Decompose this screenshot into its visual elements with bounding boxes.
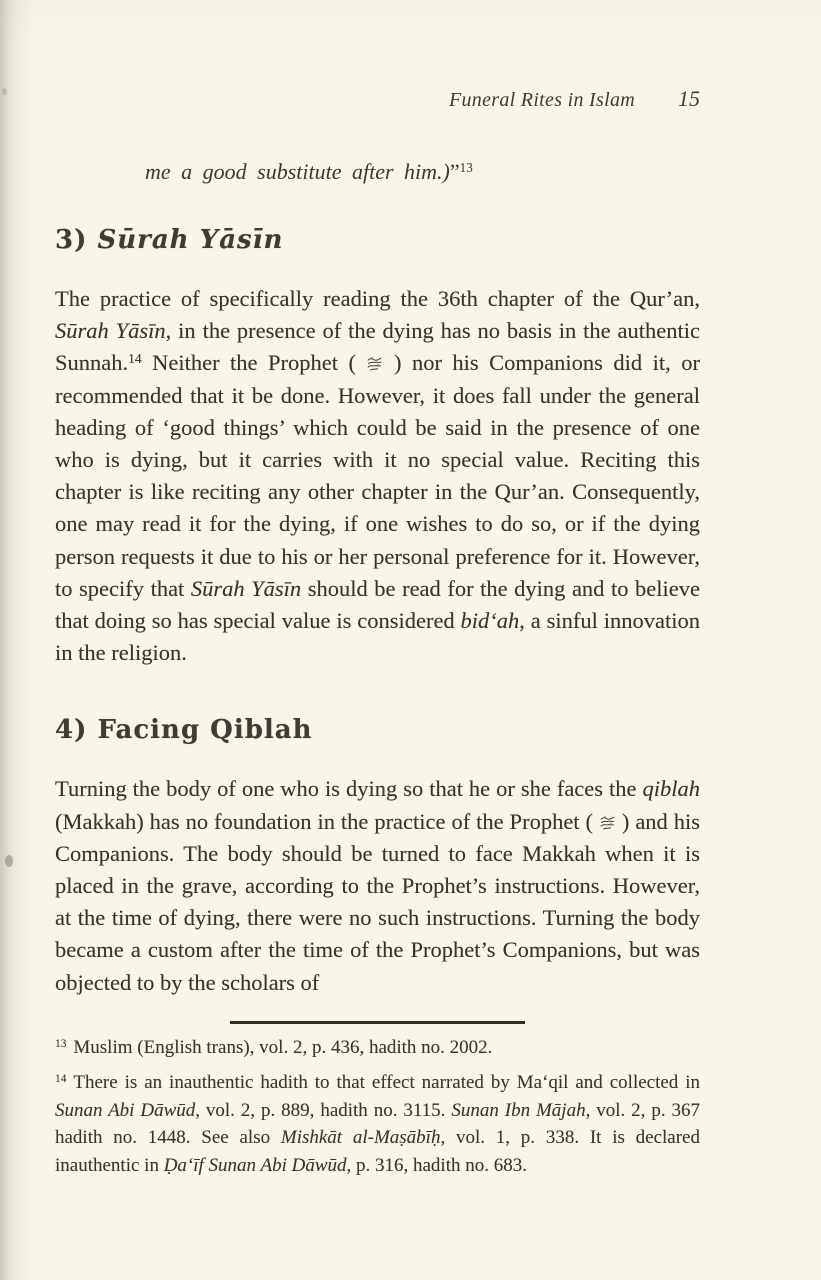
page-content bbox=[55, 0, 700, 1179]
footnote-text: Muslim (English trans), vol. 2, p. 436, hadith no. 2002. bbox=[73, 1036, 493, 1058]
binding-shadow bbox=[0, 0, 30, 1280]
footnote-separator bbox=[230, 1021, 525, 1024]
footnote-14 bbox=[55, 1069, 700, 1179]
running-header bbox=[55, 86, 700, 113]
footnote-marker: 14 bbox=[55, 1073, 67, 1086]
section-heading-surah-yasin: 3) Sūrah Yāsīn bbox=[55, 225, 284, 255]
page-number: 15 bbox=[678, 86, 700, 111]
prophet-saw-symbol-icon bbox=[366, 356, 383, 372]
scan-speck bbox=[5, 855, 13, 867]
paragraph-facing-qiblah: Turning the body of one who is dying so that he or she faces the qiblah (Makkah) has no foundation in the practice of the Prophet ( ) and his Companions. The body should be turned to face Makkah when it is placed in the grave, according to the Prophet’s instructions. However, at the time of dying, there were no such instructions. Turning the body became a custom after the time of the Prophet’s Companions, but was objected to by the scholars of bbox=[55, 776, 701, 995]
prophet-saw-symbol-icon bbox=[599, 815, 616, 831]
quote-fragment: me a good substitute after him.)”$^{13}$ bbox=[145, 159, 473, 184]
running-title: Funeral Rites in Islam bbox=[448, 89, 635, 111]
footnote-text: There is an inauthentic hadith to that effect narrated by Ma‘qil and collected in Sunan Abi Dāwūd, vol. 2, p. 889, hadith no. 3115. Sunan Ibn Mājah, vol. 2, p. 367 hadith no. 1448. See also Mishkāt al-Maṣābīḥ, vol. 1, p. 338. It is declared inauthentic in Ḍa‘īf Sunan Abi Dāwūd, p. 316, hadith no. 683. bbox=[55, 1072, 700, 1176]
scan-speck bbox=[2, 88, 7, 95]
footnote-13 bbox=[55, 1034, 700, 1062]
paragraph-surah-yasin: The practice of specifically reading the 36th chapter of the Qur’an, Sūrah Yāsīn, in the presence of the dying has no basis in the authentic Sunnah.$^{14}$ Neither the Prophet ( ) nor his Companions did it, or recommended that it be done. However, it does fall under the general heading of ‘good things’ which could be said in the presence of one who is dying, but it carries with it no special value. Reciting this chapter is like reciting any other chapter in the Qur’an. Consequently, one may read it for the dying, if one wishes to do so, or if the dying person requests it due to his or her personal preference for it. However, to specify that Sūrah Yāsīn should be read for the dying and to believe that doing so has special value is considered bid‘ah, a sinful innovation in the religion. bbox=[55, 286, 700, 666]
footnote-marker: 13 bbox=[55, 1037, 67, 1050]
section-heading-facing-qiblah: 4) Facing Qiblah bbox=[55, 715, 313, 746]
